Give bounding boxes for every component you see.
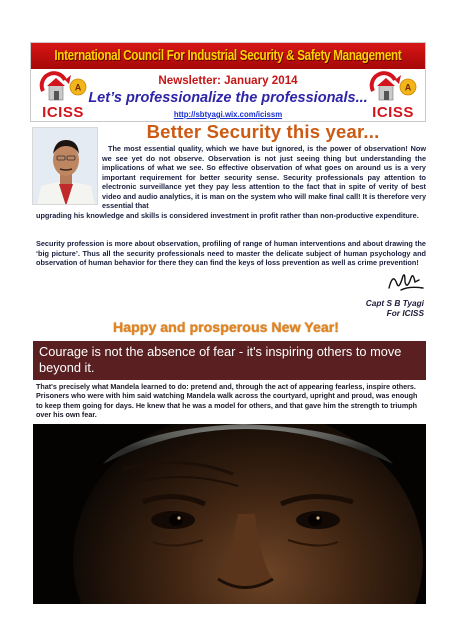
newsletter-date: Newsletter: January 2014 (158, 74, 298, 87)
mandela-portrait (33, 424, 426, 604)
signature-org: For ICISS (386, 308, 424, 318)
logo-label: ICISS (42, 104, 84, 121)
newsletter-header (30, 42, 426, 122)
tagline: Let’s professionalize the professionals... (88, 90, 368, 106)
article-paragraph-1-continued: upgrading his knowledge and skills is considered investment in profit rather than non-productive expenditure. (36, 211, 419, 220)
handwritten-signature (383, 268, 427, 296)
article-headline: Better Security this year... (146, 121, 380, 142)
svg-text:A: A (404, 82, 412, 93)
portrait-image (33, 424, 426, 604)
title-banner (31, 43, 425, 69)
svg-text:A: A (74, 82, 82, 93)
organization-title: International Council For Industrial Security & Safety Management (54, 48, 402, 64)
signature-block (366, 298, 424, 318)
quote-body: That's precisely what Mandela learned to do: pretend and, through the act of appearing fearless, inspire others. Prisoners who were with him said watching Mandela walk across the courtyard, upright and proud, was enough to keep them going for days. He knew that he was a model for others, and that gave him the strength to triumph over his own fear. (36, 382, 418, 420)
article-paragraph-1: The most essential quality, which we have but ignored, is the power of observation! Now we see yet do not observe. Observation is not just seeing thing but understanding the implications of what we see. So effective observation of what goes on around us is a very important requirement for better security sense. Security professionals pay attention to electronic surveillance yet they pay less attention to the fact that in spite of verity of best video and audio analytics, it is man on the system who will make final call! It is therefore very essential that (102, 144, 426, 210)
signature-name: Capt S B Tyagi (365, 298, 424, 308)
new-year-greeting: Happy and prosperous New Year! (112, 320, 339, 336)
logo-label: ICISS (372, 104, 414, 121)
website-link[interactable]: http://sbtyagi.wix.com/icissm (173, 110, 283, 119)
author-portrait-icon (33, 128, 98, 205)
author-photo (32, 127, 98, 205)
quote-title: Courage is not the absence of fear - it's inspiring others to move beyond it. (39, 344, 402, 375)
quote-banner (33, 341, 426, 380)
article-paragraph-2: Security profession is more about observation, profiling of range of human interventions and about drawing the ‘big picture’. Thus all the security professionals need to master the delicate subject of human psychology and observation of human behavior for there they can find the keys of loss prevention as well as crime prevention! (36, 239, 426, 267)
